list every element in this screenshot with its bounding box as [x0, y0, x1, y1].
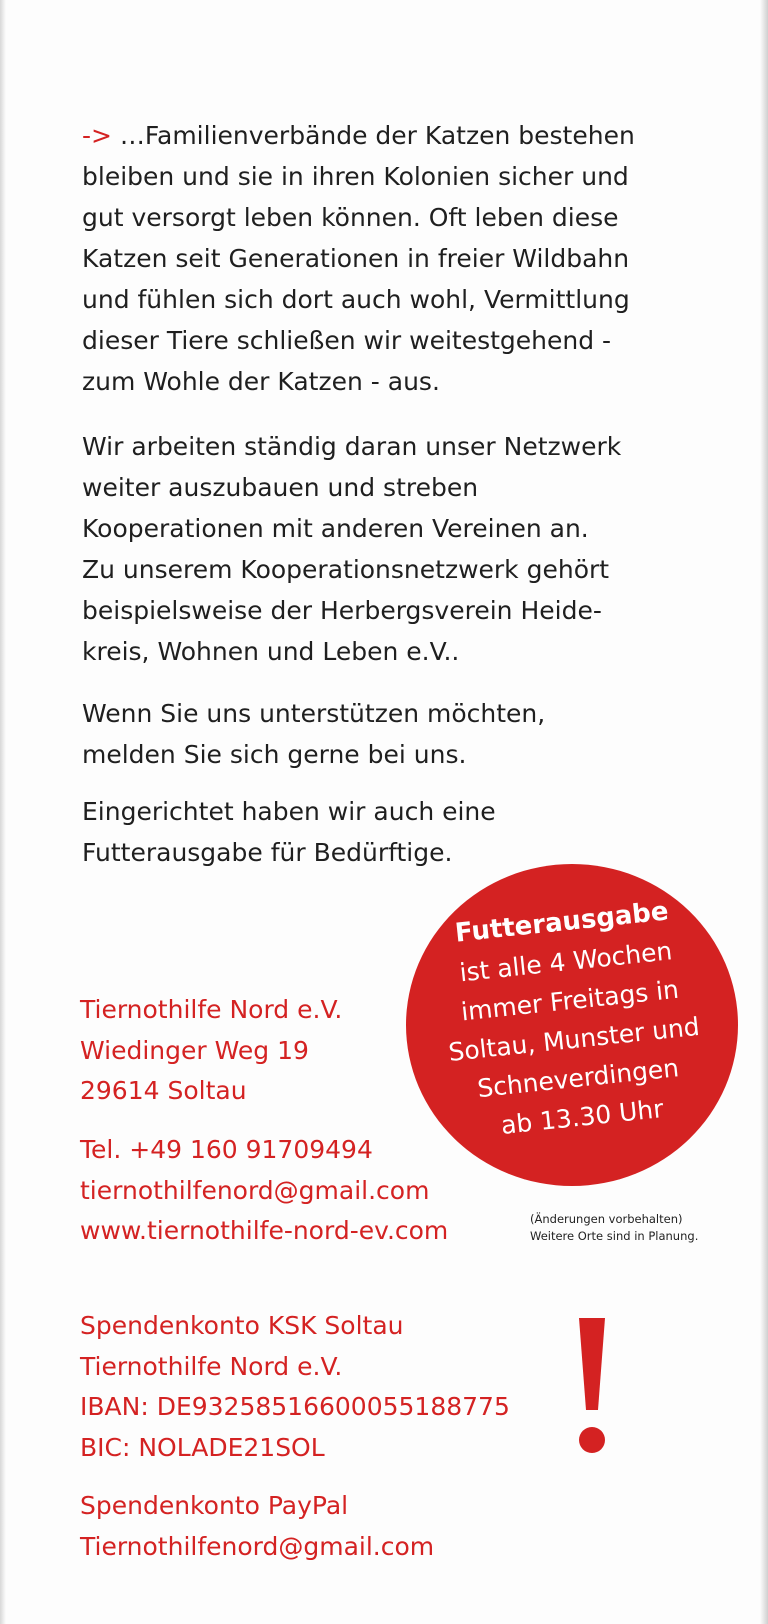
paragraph-line: zum Wohle der Katzen - aus.: [82, 367, 440, 396]
iban: IBAN: DE93258516600055188775: [80, 1392, 510, 1421]
paragraph-line: Wenn Sie uns unterstützen möchten,: [82, 699, 546, 728]
paragraph-line: …Familienverbände der Katzen bestehen: [119, 121, 635, 150]
badge-heading: Futterausgabe: [453, 896, 670, 949]
paragraph-line: gut versorgt leben können. Oft leben diese: [82, 203, 619, 232]
paragraph-line: Wir arbeiten ständig daran unser Netzwerk: [82, 432, 622, 461]
paragraph-line: bleiben und sie in ihren Kolonien sicher und: [82, 162, 629, 191]
badge-line: immer Freitags in: [459, 974, 681, 1027]
note-line: Weitere Orte sind in Planung.: [530, 1229, 699, 1243]
food-distribution-badge-text: [395, 886, 750, 1153]
paragraph-line: Eingerichtet haben wir auch eine: [82, 797, 496, 826]
website-link[interactable]: www.tiernothilfe-nord-ev.com: [80, 1216, 449, 1245]
badge-line: Soltau, Munster und: [447, 1011, 701, 1067]
exclamation-mark-icon: [575, 1318, 609, 1458]
bic: BIC: NOLADE21SOL: [80, 1432, 325, 1462]
contact-block: [80, 1130, 448, 1252]
paragraph-line: Kooperationen mit anderen Vereinen an.: [82, 514, 589, 543]
address-block: [80, 990, 342, 1112]
paypal-block: [80, 1486, 434, 1567]
paragraph-network: [82, 426, 722, 672]
paragraph-line: beispielsweise der Herbergsverein Heide-: [82, 596, 602, 625]
paragraph-line: weiter auszubauen und streben: [82, 473, 479, 502]
paragraph-support: [82, 693, 722, 775]
badge-line: ist alle 4 Wochen: [458, 936, 674, 988]
paragraph-line: melden Sie sich gerne bei uns.: [82, 740, 467, 769]
org-name: Tiernothilfe Nord e.V.: [80, 995, 343, 1024]
badge-line: ab 13.30 Uhr: [499, 1094, 665, 1140]
paragraph-line: Katzen seit Generationen in freier Wildbahn: [82, 244, 630, 273]
bank-holder: Tiernothilfe Nord e.V.: [80, 1351, 343, 1381]
paypal-email[interactable]: Tiernothilfenord@gmail.com: [80, 1531, 435, 1561]
note-text: [530, 1211, 698, 1245]
bank-title: Spendenkonto KSK Soltau: [80, 1311, 404, 1340]
paragraph-line: und fühlen sich dort auch wohl, Vermittlung: [82, 285, 630, 314]
phone: Tel. +49 160 91709494: [80, 1135, 373, 1164]
left-edge-shadow: [0, 0, 6, 1624]
right-edge-shadow: [760, 0, 768, 1624]
email-link[interactable]: tiernothilfenord@gmail.com: [80, 1175, 430, 1205]
city: 29614 Soltau: [80, 1076, 247, 1105]
paragraph-cat-colonies: [82, 115, 722, 402]
note-line: (Änderungen vorbehalten): [530, 1212, 683, 1226]
badge-line: Schneverdingen: [475, 1053, 681, 1104]
bank-account-block: [80, 1306, 510, 1468]
street: Wiedinger Weg 19: [80, 1035, 309, 1065]
arrow-marker: ->: [82, 121, 112, 150]
paypal-title: Spendenkonto PayPal: [80, 1491, 349, 1520]
paragraph-line: Zu unserem Kooperationsnetzwerk gehört: [82, 555, 610, 584]
paragraph-line: dieser Tiere schließen wir weitestgehend -: [82, 326, 612, 355]
paragraph-line: Futterausgabe für Bedürftige.: [82, 838, 453, 867]
paragraph-line: kreis, Wohnen und Leben e.V..: [82, 637, 460, 666]
paragraph-food-bank: [82, 791, 722, 873]
